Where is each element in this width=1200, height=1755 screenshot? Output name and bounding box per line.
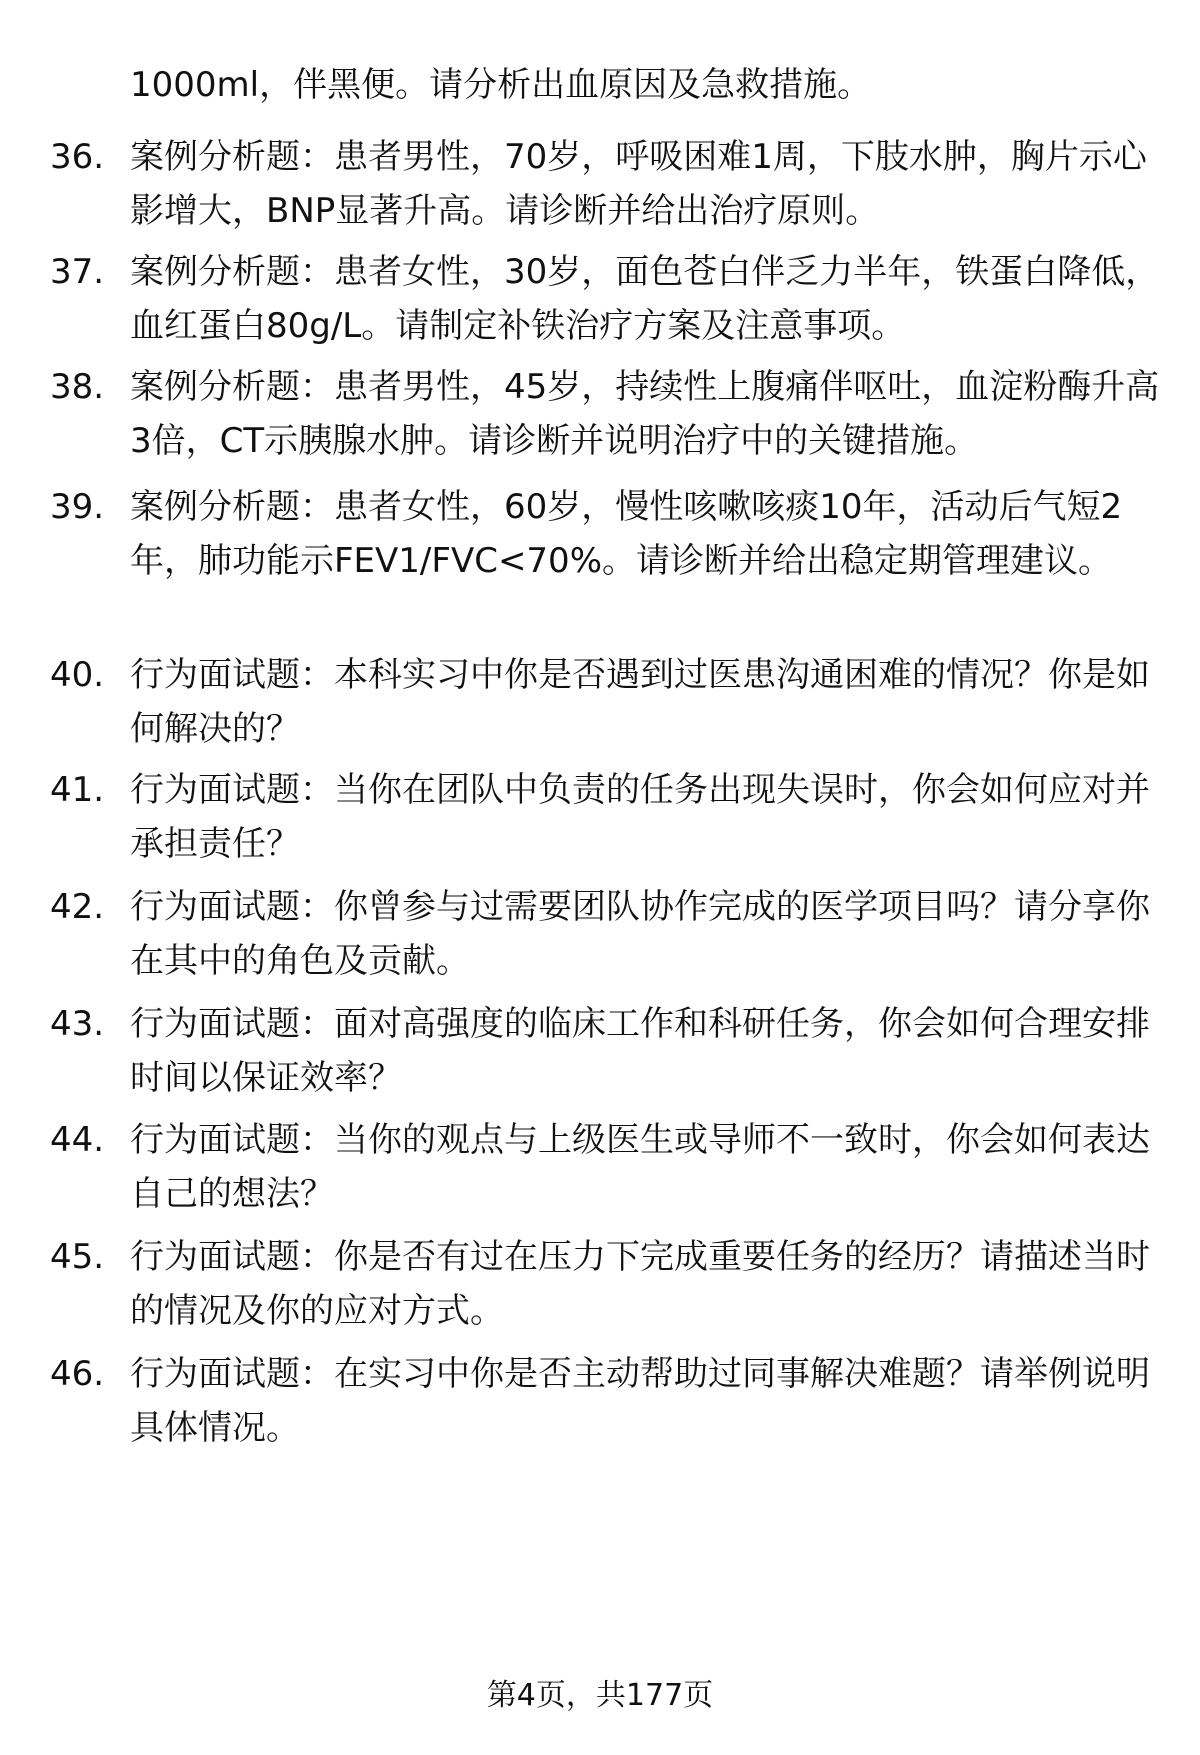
question-text: 行为面试题：你是否有过在压力下完成重要任务的经历？请描述当时的情况及你的应对方式。 <box>130 1237 1150 1331</box>
question-item <box>50 880 1160 988</box>
question-text: 行为面试题：本科实习中你是否遇到过医患沟通困难的情况？你是如何解决的？ <box>130 655 1150 749</box>
question-number: 39. <box>50 487 105 527</box>
question-number: 46. <box>50 1354 105 1394</box>
question-text: 案例分析题：患者男性，70岁，呼吸困难1周，下肢水肿，胸片示心影增大，BNP显著升高。请诊断并给出治疗原则。 <box>130 137 1147 231</box>
question-number: 37. <box>50 252 105 292</box>
page-footer: 第4页，共177页 <box>486 1678 714 1713</box>
continuation-text: 1000ml，伴黑便。请分析出血原因及急救措施。 <box>130 65 872 105</box>
question-item <box>50 360 1160 468</box>
question-item <box>50 1230 1160 1338</box>
question-number: 41. <box>50 770 105 810</box>
question-number: 45. <box>50 1237 105 1277</box>
question-item <box>50 763 1160 871</box>
question-item <box>50 997 1160 1105</box>
question-item <box>50 1113 1160 1221</box>
question-number: 44. <box>50 1120 105 1160</box>
question-text: 行为面试题：当你在团队中负责的任务出现失误时，你会如何应对并承担责任？ <box>130 770 1150 864</box>
question-item <box>50 648 1160 756</box>
question-number: 43. <box>50 1004 105 1044</box>
question-item <box>50 1347 1160 1455</box>
question-number: 38. <box>50 367 105 407</box>
question-text: 案例分析题：患者男性，45岁，持续性上腹痛伴呕吐，血淀粉酶升高3倍，CT示胰腺水肿。请诊断并说明治疗中的关键措施。 <box>130 367 1160 461</box>
question-text: 案例分析题：患者女性，60岁，慢性咳嗽咳痰10年，活动后气短2年，肺功能示FEV1/FVC<70%。请诊断并给出稳定期管理建议。 <box>130 487 1123 581</box>
question-text: 案例分析题：患者女性，30岁，面色苍白伴乏力半年，铁蛋白降低，血红蛋白80g/L。请制定补铁治疗方案及注意事项。 <box>130 252 1160 346</box>
question-text: 行为面试题：你曾参与过需要团队协作完成的医学项目吗？请分享你在其中的角色及贡献。 <box>130 887 1150 981</box>
question-number: 40. <box>50 655 105 695</box>
question-item <box>50 245 1160 353</box>
question-item <box>50 130 1160 238</box>
question-text: 行为面试题：在实习中你是否主动帮助过同事解决难题？请举例说明具体情况。 <box>130 1354 1150 1448</box>
question-text: 行为面试题：当你的观点与上级医生或导师不一致时，你会如何表达自己的想法？ <box>130 1120 1150 1214</box>
question-text: 行为面试题：面对高强度的临床工作和科研任务，你会如何合理安排时间以保证效率？ <box>130 1004 1150 1098</box>
question-number: 36. <box>50 137 105 177</box>
question-number: 42. <box>50 887 105 927</box>
question-item <box>50 480 1160 588</box>
